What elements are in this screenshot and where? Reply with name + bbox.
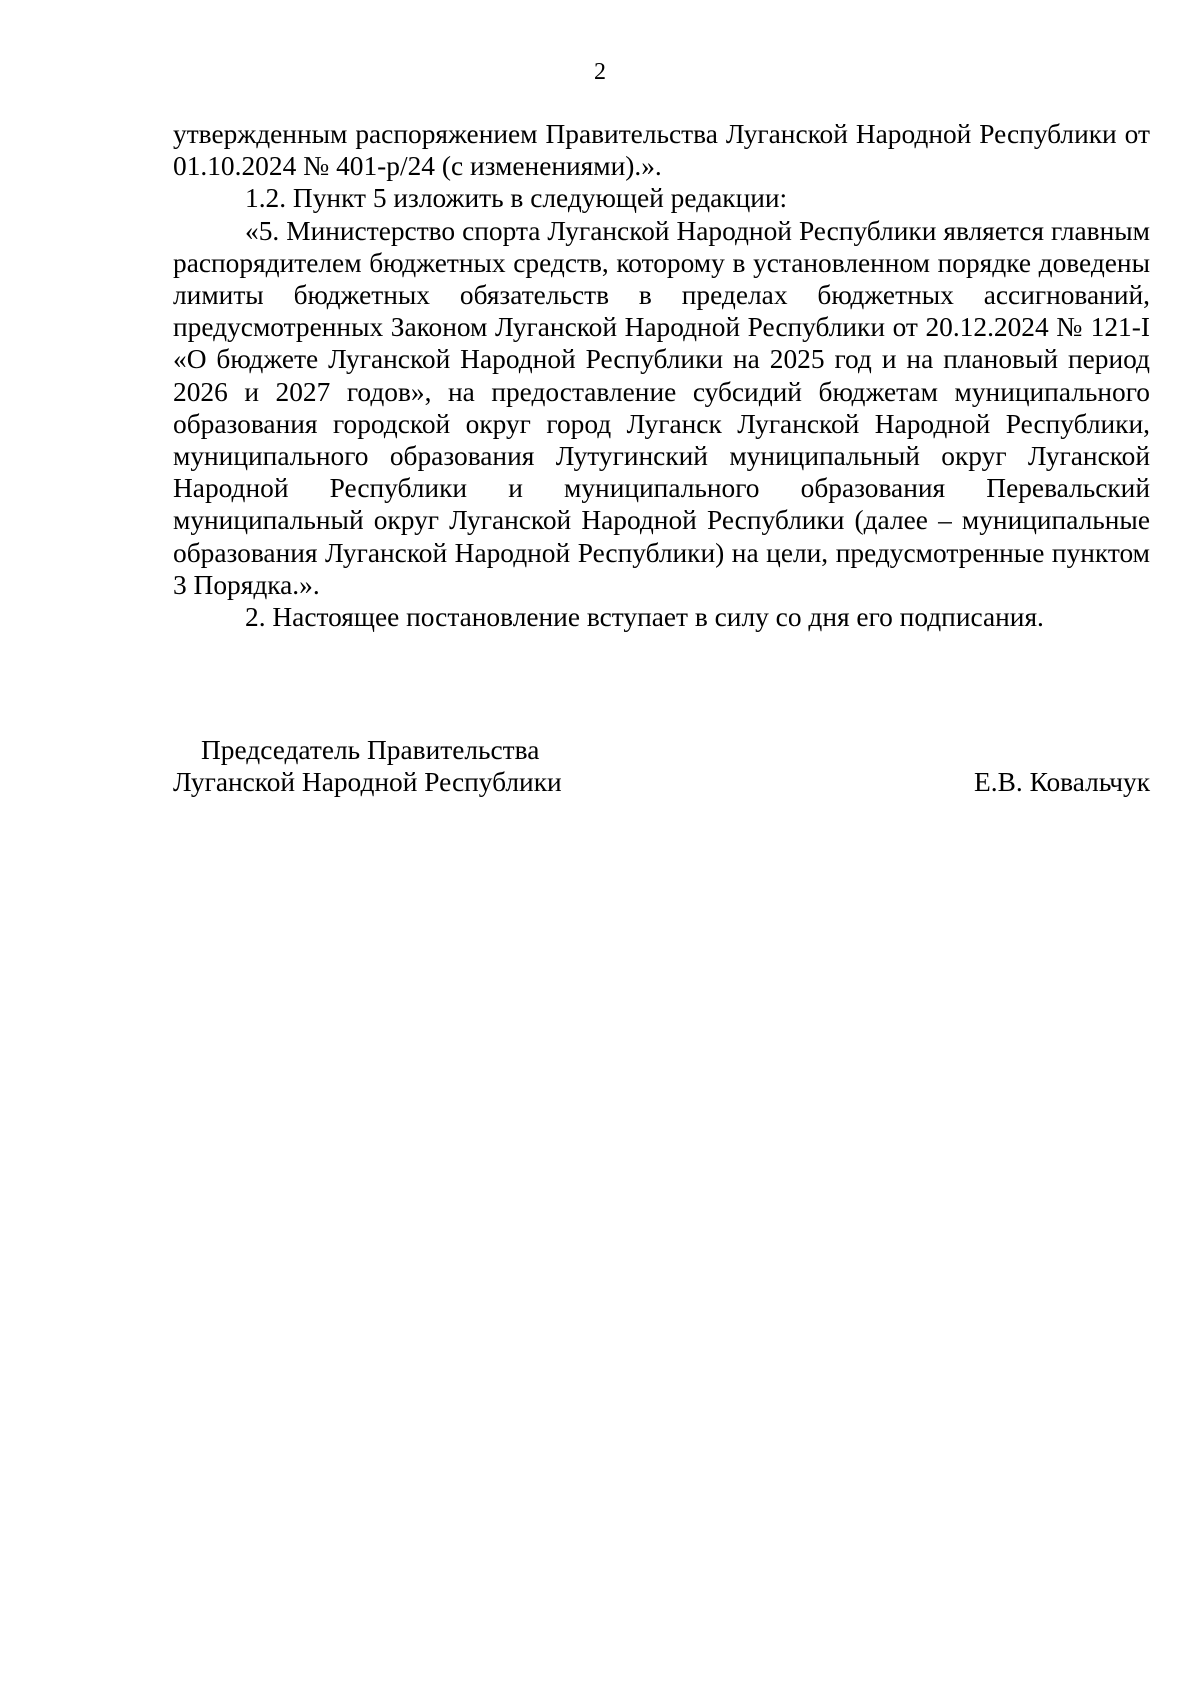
paragraph-item-2: 2. Настоящее постановление вступает в силу со дня его подписания. (245, 602, 1044, 633)
document-body (173, 118, 1150, 633)
paragraph-continuation: утвержденным распоряжением Правительства Луганской Народной Республики от 01.10.2024 № 401-р/24 (с изменениями).». (173, 119, 1150, 182)
signatory-position (173, 734, 1150, 798)
paragraph-item-1-2: 1.2. Пункт 5 изложить в следующей редакции: (245, 183, 788, 214)
page-number: 2 (594, 59, 606, 85)
signatory-position-line2: Луганской Народной Республики (173, 767, 562, 798)
signature-block (173, 734, 1150, 798)
paragraph-item-5-quote: «5. Министерство спорта Луганской Народной Республики является главным распорядителем бюджетных средств, которому в установленном порядке доведены лимиты бюджетных обязательств в пределах бюджетных ассигнований, предусмотренных Законом Луганской Народной Республики от 20.12.2024 № 121-I «О бюджете Луганской Народной Республики на 2025 год и на плановый период 2026 и 2027 годов», на предоставление субсидий бюджетам муниципального образования городской округ город Луганск Луганской Народной Республики, муниципального образования Лутугинский муниципальный округ Луганской Народной Республики и муниципального образования Перевальский муниципальный округ Луганской Народной Республики (далее – муниципальные образования Луганской Народной Республики) на цели, предусмотренные пунктом 3 Порядка.». (173, 215, 1150, 600)
signatory-name: Е.В. Ковальчук (974, 767, 1150, 797)
signatory-position-line1: Председатель Правительства (201, 735, 540, 765)
